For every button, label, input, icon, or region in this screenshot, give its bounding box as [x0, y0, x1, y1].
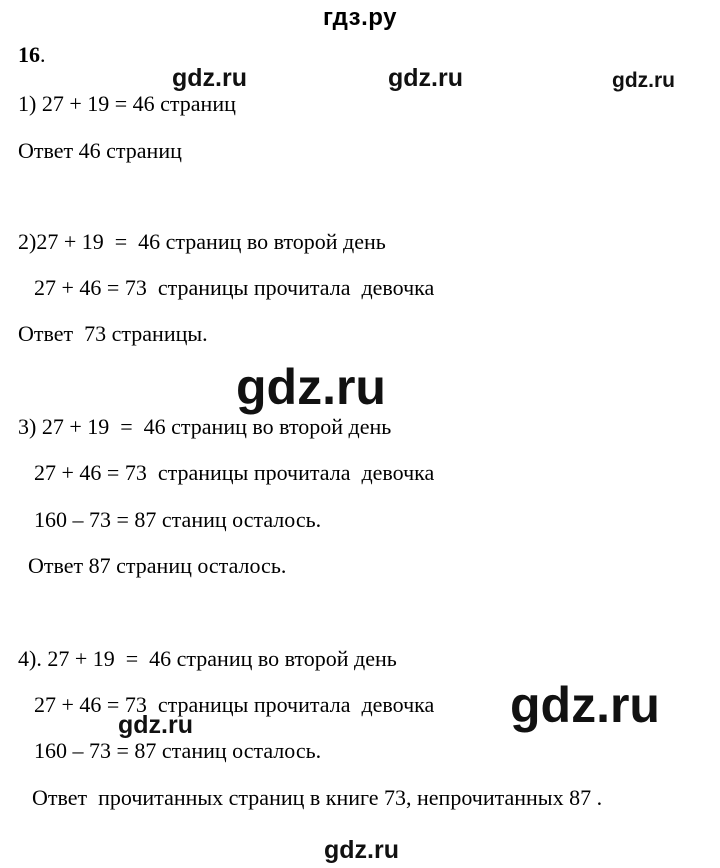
watermark-small-1: gdz.ru [172, 64, 247, 92]
solution-3-line-3: 160 – 73 = 87 станиц осталось. [34, 507, 322, 532]
problem-number-value: 16 [18, 42, 40, 67]
solution-4-line-3: 160 – 73 = 87 станиц осталось. [34, 738, 322, 763]
solution-3-answer: Ответ 87 страниц осталось. [28, 553, 287, 578]
watermark-small-3: gdz.ru [612, 69, 675, 92]
problem-number [18, 44, 46, 66]
site-header: гдз.ру [323, 4, 397, 31]
solution-4-line-2: 27 + 46 = 73 страницы прочитала девочка [34, 692, 435, 717]
solution-3-line-2: 27 + 46 = 73 страницы прочитала девочка [34, 460, 435, 485]
solution-2-line-1: 2)27 + 19 = 46 страниц во второй день [18, 229, 386, 254]
watermark-large-2: gdz.ru [510, 677, 660, 733]
solution-1-line-1: 1) 27 + 19 = 46 страниц [18, 91, 236, 116]
solution-4-line-1: 4). 27 + 19 = 46 страниц во второй день [18, 646, 397, 671]
solution-1-answer: Ответ 46 страниц [18, 138, 182, 163]
solution-2-answer: Ответ 73 страницы. [18, 321, 208, 346]
problem-number-suffix: . [40, 42, 46, 67]
watermark-small-2: gdz.ru [388, 64, 463, 92]
watermark-small-4: gdz.ru [118, 711, 193, 739]
watermark-large-1: gdz.ru [236, 359, 386, 415]
watermark-small-5: gdz.ru [324, 836, 399, 864]
solution-3-line-1: 3) 27 + 19 = 46 страниц во второй день [18, 414, 392, 439]
solution-2-line-2: 27 + 46 = 73 страницы прочитала девочка [34, 275, 435, 300]
solution-4-answer: Ответ прочитанных страниц в книге 73, непрочитанных 87 . [32, 785, 603, 810]
